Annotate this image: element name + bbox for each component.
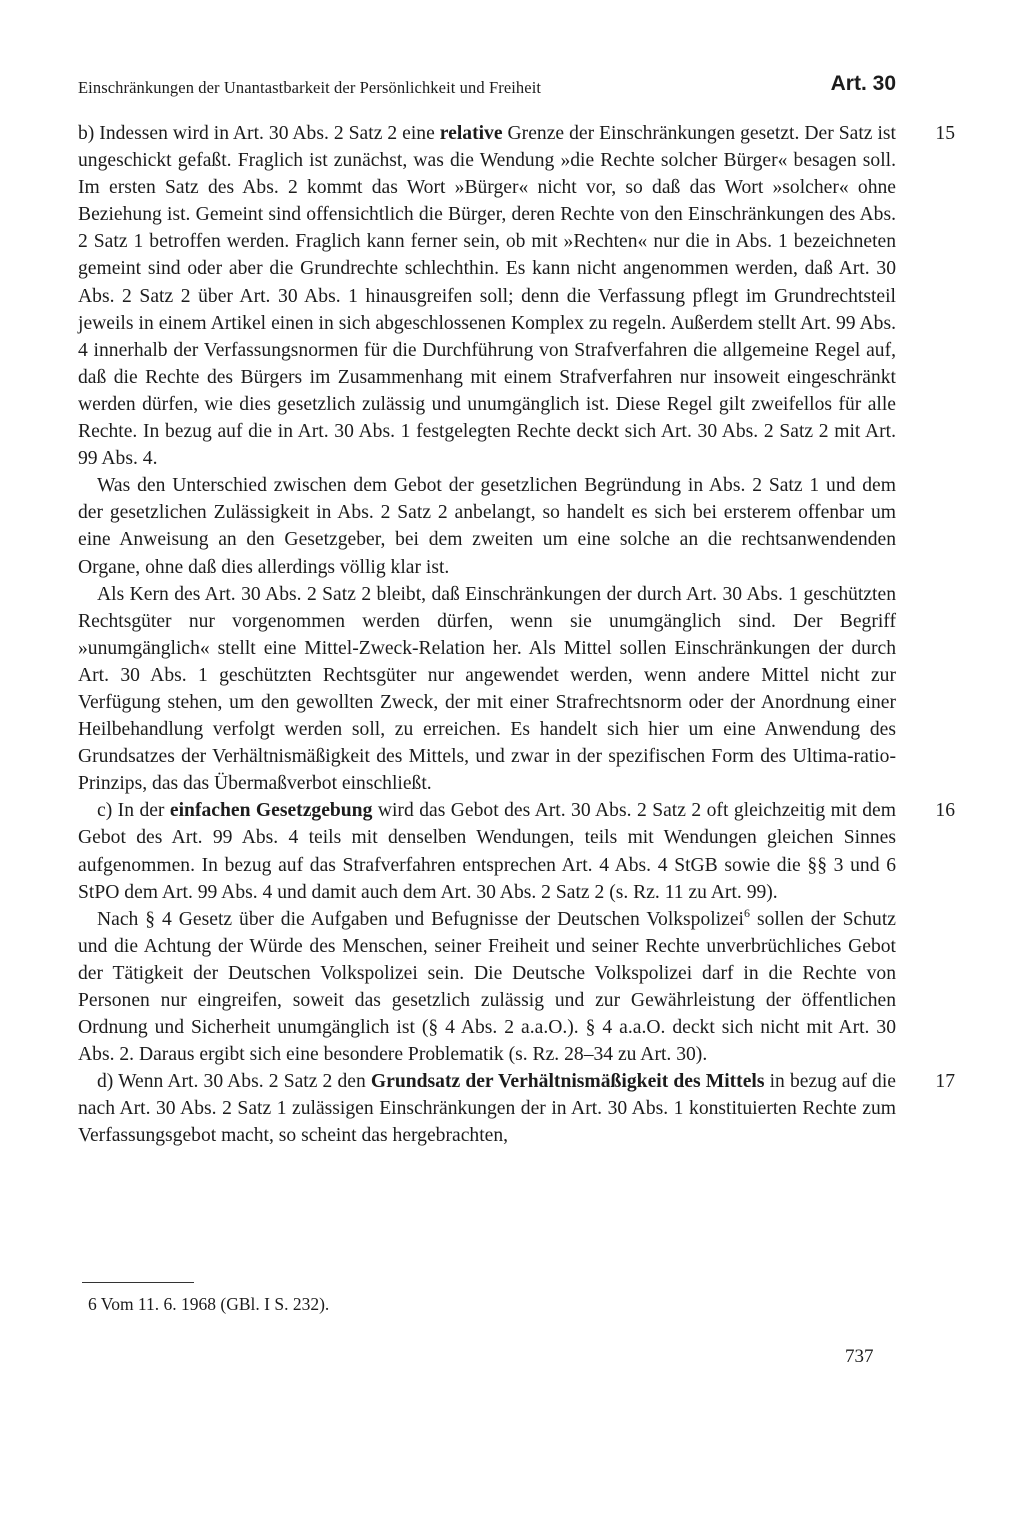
page-number: 737	[845, 1346, 874, 1367]
emphasis-einfache-gesetzgebung: einfachen Gesetzgebung	[169, 800, 373, 822]
paragraph	[78, 906, 896, 1069]
article-label: Art. 30	[830, 72, 896, 95]
paragraph: Was den Unterschied zwischen dem Gebot der gesetzlichen Begründung in Abs. 2 Satz 1 und dem der gesetzlichen Zulässigkeit in Abs. 2 Satz 2 anbelangt, so handelt es sich bei ersterem offenbar um eine Anweisung an den Gesetzgeber, bei dem zweiten um eine solche an die rechtsanwendenden Organe, ohne daß dies allerdings völlig klar ist.	[78, 475, 896, 578]
running-title: Einschränkungen der Unantastbarkeit der Persönlichkeit und Freiheit	[78, 78, 542, 97]
paragraph-15	[78, 120, 955, 472]
main-text	[78, 120, 955, 1150]
margin-number-17: 17	[935, 1071, 955, 1093]
paragraph-text: d) Wenn Art. 30 Abs. 2 Satz 2 den	[97, 1071, 371, 1093]
paragraph-text: Grenze der Einschränkungen gesetzt. Der Satz ist ungeschickt gefaßt. Fraglich ist zunächst, was die Wendung »die Rechte solcher Bürger« besagen soll. Im ersten Satz des Abs. 2 kommt das Wort »Bürger« nicht vor, so daß das Wort »solcher« ohne Beziehung ist. Gemeint sind offensichtlich die Bürger, deren Rechte von den Einschränkungen des Abs. 2 Satz 1 betroffen werden. Fraglich kann ferner sein, ob mit »Rechten« nur die in Abs. 1 bezeichneten gemeint sind oder aber die Grundrechte schlechthin. Es kann nicht angenommen werden, daß Art. 30 Abs. 2 Satz 2 über Art. 30 Abs. 1 hinausgreifen soll; denn die Verfassung pflegt im Grundrechtsteil jeweils in einem Artikel einen in sich abgeschlossenen Komplex zu regeln. Außerdem stellt Art. 99 Abs. 4 innerhalb der Verfassungsnormen für die Durchführung von Strafverfahren die allgemeine Regel auf, daß die Rechte des Bürgers im Zusammenhang mit einem Strafverfahren nur insoweit eingeschränkt werden dürfen, wie dies gesetzlich zulässig und unumgänglich ist. Diese Regel gilt zweifellos für alle Rechte. In bezug auf die in Art. 30 Abs. 1 festgelegten Rechte deckt sich Art. 30 Abs. 2 Satz 2 mit Art. 99 Abs. 4.	[78, 123, 896, 470]
paragraph: Als Kern des Art. 30 Abs. 2 Satz 2 bleibt, daß Einschränkungen der durch Art. 30 Abs. 1 geschützten Rechtsgüter nur vorgenommen werden dürfen, wenn sie unumgänglich sind. Der Begriff »unumgänglich« stellt eine Mittel-Zweck-Relation her. Als Mittel sollen Einschränkungen der durch Art. 30 Abs. 1 geschützten Rechtsgüter nur angewendet werden, wenn andere Mittel nicht zur Verfügung stehen, um den gewollten Zweck, der mit einer Strafrechtsnorm oder der Anordnung einer Heilbehandlung verfolgt werden soll, zu erreichen. Es handelt sich hier um eine Anwendung des Grundsatzes der Verhältnismäßigkeit des Mittels, und zwar in der spezifischen Form des Ultima-ratio-Prinzips, das das Übermaßverbot einschließt.	[78, 583, 896, 795]
paragraph-17	[78, 1068, 955, 1149]
paragraph-16	[78, 797, 955, 905]
footnote-reference: 6	[744, 905, 750, 920]
margin-number-15: 15	[935, 123, 955, 144]
paragraph-text: wird das Gebot des Art. 30 Abs. 2 Satz 2 oft gleichzeitig mit dem Gebot des Art. 99 Abs. 4 teils mit denselben Wendungen, teils mit Wendungen gleichen Sinnes aufgenommen. In bezug auf das Strafverfahren entsprechen Art. 4 Abs. 4 StGB sowie die §§ 3 und 6 StPO dem Art. 99 Abs. 4 und damit auch dem Art. 30 Abs. 2 Satz 2 (s. Rz. 11 zu Art. 99).	[78, 800, 896, 903]
running-head	[78, 72, 898, 102]
paragraph-text: sollen der Schutz und die Achtung der Würde des Menschen, seiner Freiheit und seiner Rechte unverbrüchliches Gebot der Tätigkeit der Deutschen Volkspolizei sein. Die Deutsche Volkspolizei darf in die Rechte von Personen nur eingreifen, soweit das gesetzlich zulässig und zur Gewährleistung der öffentlichen Ordnung und Sicherheit unumgänglich ist (§ 4 Abs. 2 a.a.O.). § 4 a.a.O. deckt sich nicht mit Art. 30 Abs. 2. Daraus ergibt sich eine besondere Problematik (s. Rz. 28–34 zu Art. 30).	[78, 908, 896, 1066]
paragraph-text: in bezug auf die nach Art. 30 Abs. 2 Satz 1 zulässigen Einschränkungen der in Art. 30 Abs. 1 konstituierten Rechte zum Verfassungsgebot macht, so scheint das hergebrachten,	[78, 1071, 896, 1147]
margin-number-16: 16	[935, 800, 955, 822]
footnote: 6 Vom 11. 6. 1968 (GBl. I S. 232).	[88, 1294, 330, 1314]
footnote-divider	[82, 1282, 194, 1283]
paragraph-text: Nach § 4 Gesetz über die Aufgaben und Befugnisse der Deutschen Volkspolizei	[97, 908, 744, 930]
paragraph-text: c) In der	[97, 800, 170, 822]
emphasis-relative: relative	[439, 123, 503, 144]
emphasis-grundsatz: Grundsatz der Verhältnismäßigkeit des Mittels	[370, 1071, 765, 1093]
paragraph-text: b) Indessen wird in Art. 30 Abs. 2 Satz 2 eine	[78, 123, 440, 144]
